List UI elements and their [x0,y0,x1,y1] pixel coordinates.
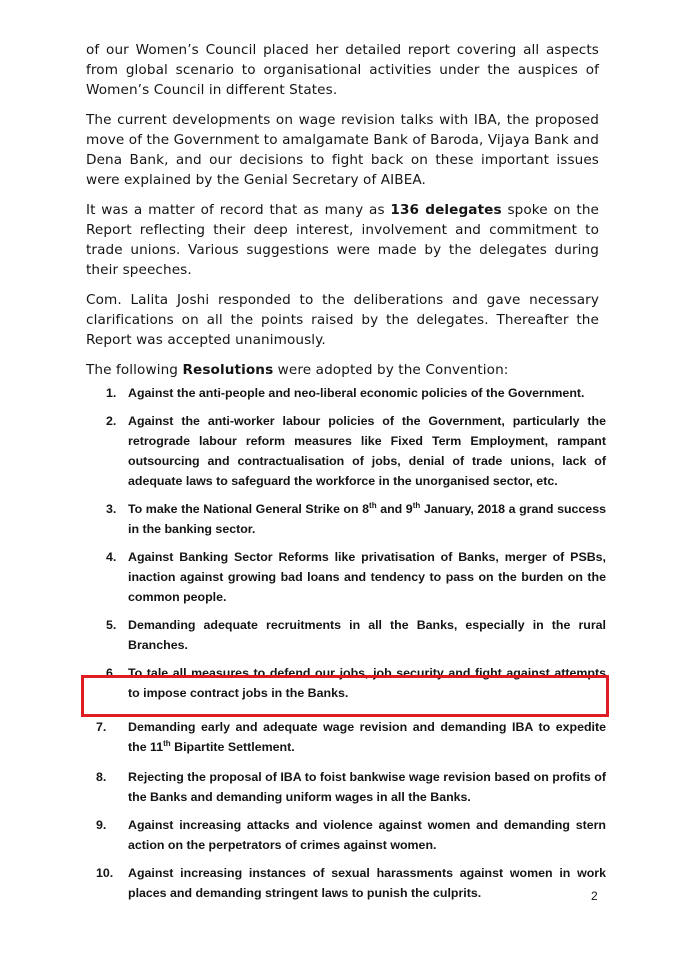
item-number: 7. [96,720,107,734]
resolution-item [86,863,606,903]
item-text: Demanding adequate recruitments in all the Banks, especially in the rural Branches. [128,618,606,652]
page-number: 2 [591,889,598,903]
resolution-item [86,547,606,607]
paragraph-womens-council: of our Women’s Council placed her detailed report covering all aspects from global scenario to organisational activities under the auspices of Women’s Council in different States. [86,42,599,98]
item-text: Rejecting the proposal of IBA to foist bankwise wage revision based on profits of the Banks and demanding uniform wages in all the Banks. [128,770,606,804]
item-text: Against the anti-people and neo-liberal economic policies of the Government. [128,386,585,400]
text-segment: The following [86,362,183,378]
document-body [86,40,599,390]
paragraph-resolutions-intro [86,360,599,380]
resolution-item [86,499,606,539]
item-number: 4. [106,550,117,564]
resolution-item [86,383,606,403]
item-number: 6. [106,666,117,680]
resolution-item-highlighted [86,717,606,757]
item-text: Against the anti-worker labour policies of the Government, particularly the retrograde labour reform measures like Fixed Term Employment, rampant outsourcing and contractualisation of jobs, denial of trade unions, lack of adequate laws to safeguard the workforce in the unorganised sector, etc. [128,414,606,488]
resolution-item [86,767,606,807]
item-text: Against increasing attacks and violence against women and demanding stern action on the perpetrators of crimes against women. [128,818,606,852]
item-text: Against Banking Sector Reforms like privatisation of Banks, merger of PSBs, inaction against growing bad loans and tendency to pass on the burden on the common people. [128,550,606,604]
item-number: 10. [96,866,114,880]
text-segment: spoke on the Report reflecting their deep interest, involvement and commitment to trade unions. Various suggestions were made by the delegates during their speeches. [86,202,599,278]
item-number: 1. [106,386,117,400]
item-text: To make the National General Strike on 8th and 9th January, 2018 a grand success in the banking sector. [128,500,606,536]
text-segment: It was a matter of record that as many as [86,202,391,218]
item-text: Demanding early and adequate wage revision and demanding IBA to expedite the 11th Bipartite Settlement. [128,720,606,754]
item-number: 2. [106,414,117,428]
item-number: 9. [96,818,107,832]
paragraph-wage-revision: The current developments on wage revision talks with IBA, the proposed move of the Government to amalgamate Bank of Baroda, Vijaya Bank and Dena Bank, and our decisions to fight back on these important issues were explained by the Genial Secretary of AIBEA. [86,112,599,188]
item-text: To tale all measures to defend our jobs, job security and fight against attempts to impose contract jobs in the Banks. [128,666,606,700]
resolution-item [86,615,606,655]
item-number: 3. [106,502,117,516]
item-number: 8. [96,770,107,784]
paragraph-response: Com. Lalita Joshi responded to the deliberations and gave necessary clarifications on all the points raised by the delegates. Thereafter the Report was accepted unanimously. [86,292,599,348]
text-segment: were adopted by the Convention: [273,362,509,378]
item-text: Against increasing instances of sexual harassments against women in work places and demanding stringent laws to punish the culprits. [128,866,606,900]
bold-delegates: 136 delegates [390,202,502,218]
item-number: 5. [106,618,117,632]
bold-resolutions: Resolutions [182,362,274,378]
paragraph-delegates [86,200,599,280]
resolution-item [86,411,606,491]
highlight-box [81,675,609,717]
resolution-item [86,815,606,855]
resolutions-list [86,383,606,911]
